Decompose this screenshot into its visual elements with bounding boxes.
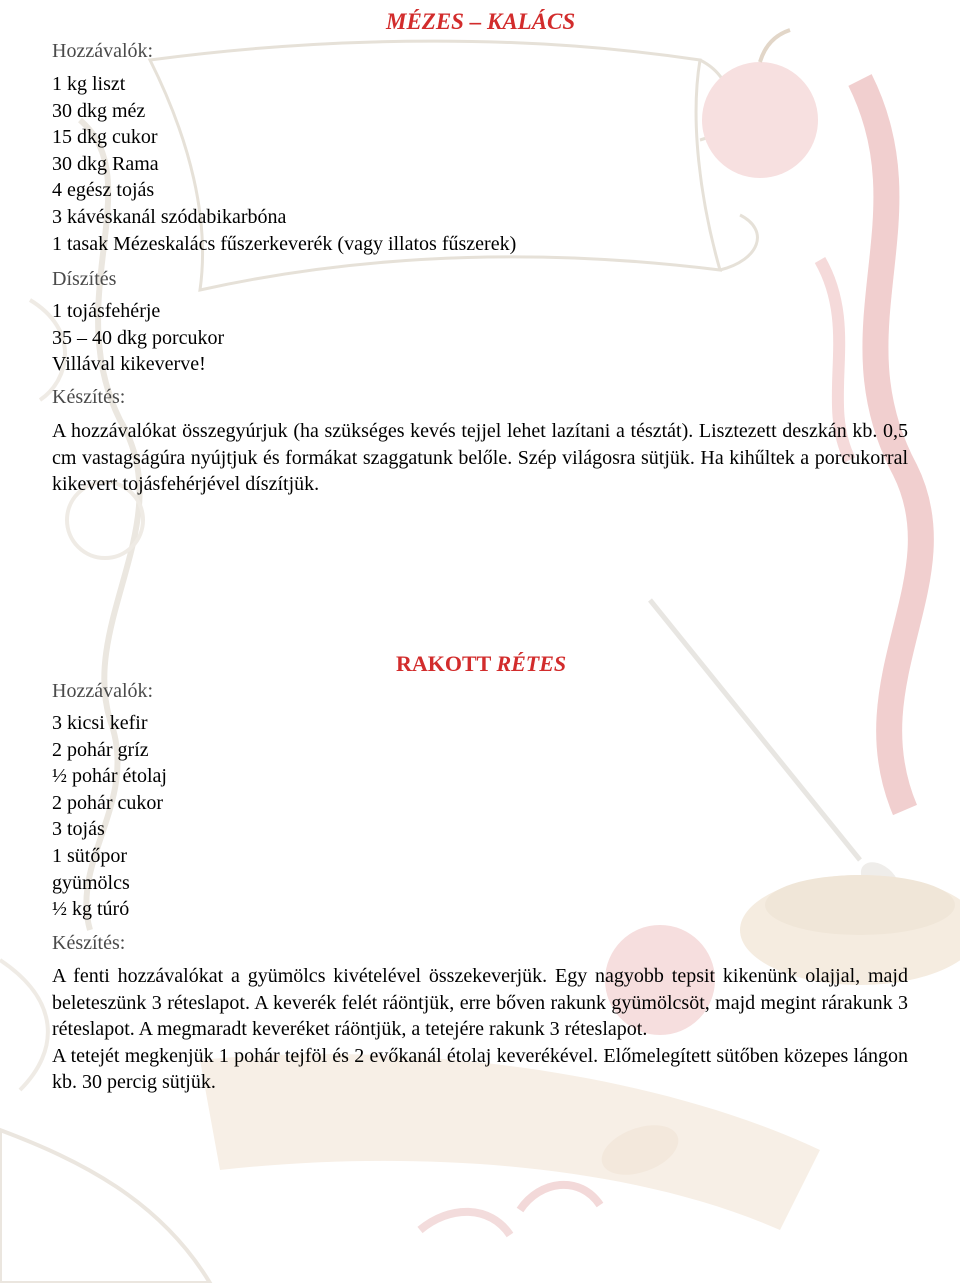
recipe2-title-part2: RÉTES [496, 651, 567, 676]
recipe1-decoration-list [52, 298, 224, 378]
recipe2-ingredients-list [52, 710, 167, 923]
list-item: Villával kikeverve! [52, 353, 206, 376]
recipe1-decoration-heading: Díszítés [52, 268, 117, 290]
list-item: 3 tojás [52, 818, 105, 841]
recipe1-title: MÉZES – KALÁCS [386, 9, 576, 34]
list-item: ½ kg túró [52, 898, 130, 921]
list-item: 2 pohár cukor [52, 791, 164, 814]
recipe2-method-heading: Készítés: [52, 932, 126, 954]
list-item: 1 tojásfehérje [52, 300, 161, 322]
recipe1-method-heading: Készítés: [52, 386, 126, 408]
method-paragraph-1: A fenti hozzávalókat a gyümölcs kivételével összekeverjük. Egy nagyobb tepsit kikenünk olajjal, majd beleteszünk 3 réteslapot. A keverék felét ráöntjük, erre bőven rakunk gyümölcsöt, majd megint rárakunk 3 réteslapot. A megmaradt keveréket ráöntjük, a tetejére rakunk 3 réteslapot. [52, 965, 908, 1041]
recipe2-title-part1: RAKOTT [396, 651, 497, 676]
list-item: 1 kg liszt [52, 73, 126, 95]
list-item: gyümölcs [52, 871, 130, 894]
recipe1-method-text [52, 418, 908, 498]
list-item: 1 tasak Mézeskalács fűszerkeverék (vagy illatos fűszerek) [52, 232, 517, 255]
list-item: 30 dkg Rama [52, 152, 159, 175]
list-item: 15 dkg cukor [52, 126, 158, 149]
recipe1-ingredients-list [52, 71, 516, 257]
recipe2-ingredients-heading: Hozzávalók: [52, 680, 154, 702]
recipe2-method-text [52, 963, 908, 1096]
recipe1-ingredients-heading: Hozzávalók: [52, 40, 154, 62]
list-item: 30 dkg méz [52, 99, 146, 122]
list-item: 2 pohár gríz [52, 738, 149, 761]
method-paragraph: A hozzávalókat összegyúrjuk (ha szükséges kevés tejjel lehet lazítani a tésztát). Lisztezett deszkán kb. 0,5 cm vastagságúra nyújtjuk és formákat szaggatunk belőle. Szép világosra sütjük. Ha kihűltek a porcukorral kikevert tojásfehérjével díszítjük. [52, 420, 908, 496]
list-item: 35 – 40 dkg porcukor [52, 326, 225, 349]
list-item: 3 kávéskanál szódabikarbóna [52, 205, 287, 228]
list-item: 3 kicsi kefir [52, 712, 148, 734]
recipe2-title [396, 651, 566, 677]
list-item: ½ pohár étolaj [52, 765, 167, 788]
list-item: 1 sütőpor [52, 844, 127, 867]
method-paragraph-2: A tetejét megkenjük 1 pohár tejföl és 2 evőkanál étolaj keverékével. Előmelegített sütőben közepes lángon kb. 30 percig sütjük. [52, 1044, 908, 1094]
list-item: 4 egész tojás [52, 179, 155, 202]
